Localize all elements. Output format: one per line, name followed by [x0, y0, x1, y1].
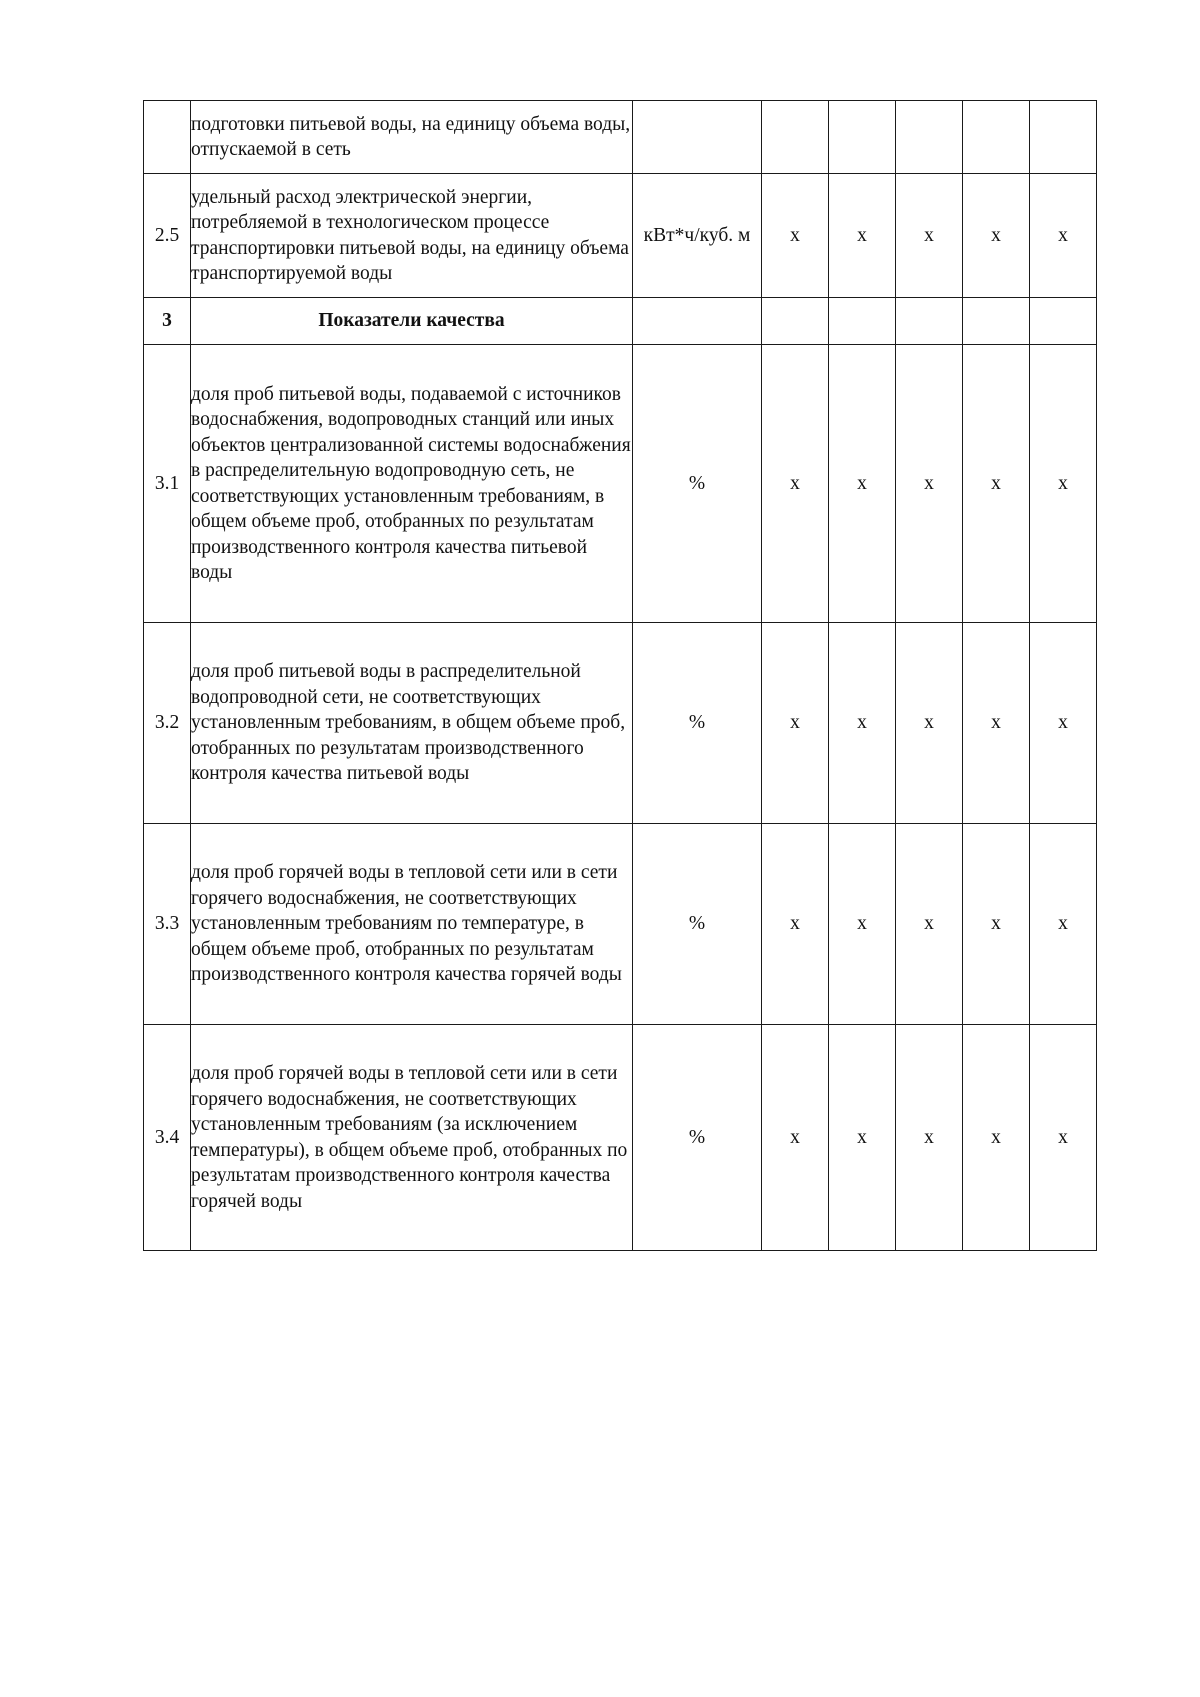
- row-number: 3.3: [144, 824, 191, 1025]
- row-value-4: х: [963, 1025, 1030, 1251]
- row-value-1: х: [762, 345, 829, 623]
- row-value-5: [1030, 101, 1097, 174]
- row-value-3: [896, 298, 963, 345]
- row-value-2: х: [829, 174, 896, 298]
- row-value-5: х: [1030, 174, 1097, 298]
- row-value-5: х: [1030, 345, 1097, 623]
- row-value-1: х: [762, 623, 829, 824]
- table-row: [144, 623, 1097, 824]
- section-number: 3: [144, 298, 191, 345]
- row-value-4: х: [963, 345, 1030, 623]
- row-value-2: [829, 101, 896, 174]
- row-unit: [633, 298, 762, 345]
- row-value-2: х: [829, 1025, 896, 1251]
- row-number: 3.4: [144, 1025, 191, 1251]
- row-value-3: х: [896, 623, 963, 824]
- section-title: Показатели качества: [191, 298, 633, 345]
- row-value-5: х: [1030, 824, 1097, 1025]
- row-unit: %: [633, 345, 762, 623]
- table-row: [144, 174, 1097, 298]
- row-description: удельный расход электрической энергии, потребляемой в технологическом процессе транспортировки питьевой воды, на единицу объема транспортируемой воды: [191, 174, 633, 298]
- section-heading-row: [144, 298, 1097, 345]
- row-value-1: х: [762, 1025, 829, 1251]
- row-value-4: х: [963, 174, 1030, 298]
- row-value-3: х: [896, 345, 963, 623]
- row-value-5: [1030, 298, 1097, 345]
- row-value-1: х: [762, 174, 829, 298]
- indicators-table: [143, 100, 1097, 1251]
- row-value-1: х: [762, 824, 829, 1025]
- row-value-2: х: [829, 824, 896, 1025]
- row-description: доля проб питьевой воды, подаваемой с источников водоснабжения, водопроводных станций или иных объектов централизованной системы водоснабжения в распределительную водопроводную сеть, не соответствующих установленным требованиям, в общем объеме проб, отобранных по результатам производственного контроля качества питьевой воды: [191, 345, 633, 623]
- row-description: доля проб питьевой воды в распределительной водопроводной сети, не соответствующих установленным требованиям, в общем объеме проб, отобранных по результатам производственного контроля качества питьевой воды: [191, 623, 633, 824]
- row-unit: [633, 101, 762, 174]
- row-number: 2.5: [144, 174, 191, 298]
- row-value-3: [896, 101, 963, 174]
- row-unit: %: [633, 623, 762, 824]
- row-description: доля проб горячей воды в тепловой сети или в сети горячего водоснабжения, не соответствующих установленным требованиям по температуре, в общем объеме проб, отобранных по результатам производственного контроля качества горячей воды: [191, 824, 633, 1025]
- row-value-3: х: [896, 1025, 963, 1251]
- row-value-4: х: [963, 824, 1030, 1025]
- row-value-4: [963, 298, 1030, 345]
- row-value-3: х: [896, 174, 963, 298]
- row-value-2: х: [829, 345, 896, 623]
- row-value-1: [762, 298, 829, 345]
- row-unit: кВт*ч/куб. м: [633, 174, 762, 298]
- row-value-5: х: [1030, 1025, 1097, 1251]
- row-unit: %: [633, 1025, 762, 1251]
- table-row: [144, 824, 1097, 1025]
- row-value-2: х: [829, 623, 896, 824]
- row-unit: %: [633, 824, 762, 1025]
- row-value-4: [963, 101, 1030, 174]
- row-value-1: [762, 101, 829, 174]
- row-number: 3.1: [144, 345, 191, 623]
- row-value-2: [829, 298, 896, 345]
- row-number: [144, 101, 191, 174]
- row-description: подготовки питьевой воды, на единицу объема воды, отпускаемой в сеть: [191, 101, 633, 174]
- row-description: доля проб горячей воды в тепловой сети или в сети горячего водоснабжения, не соответствующих установленным требованиям (за исключением температуры), в общем объеме проб, отобранных по результатам производственного контроля качества горячей воды: [191, 1025, 633, 1251]
- table-row: [144, 345, 1097, 623]
- row-value-3: х: [896, 824, 963, 1025]
- table-row: [144, 101, 1097, 174]
- table-row: [144, 1025, 1097, 1251]
- row-value-4: х: [963, 623, 1030, 824]
- row-value-5: х: [1030, 623, 1097, 824]
- row-number: 3.2: [144, 623, 191, 824]
